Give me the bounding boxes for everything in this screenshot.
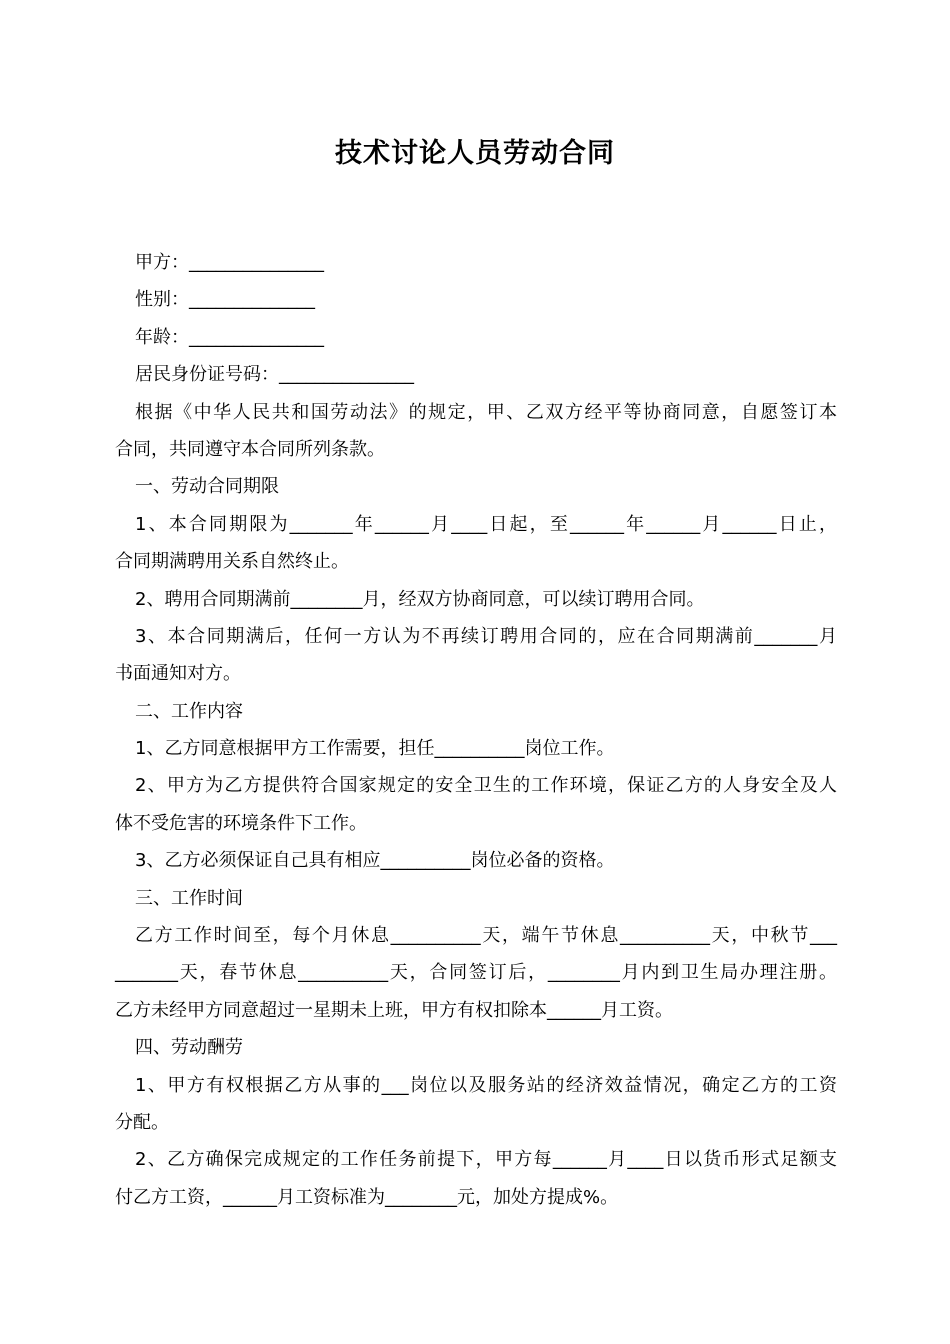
section-heading: 二、工作内容 (135, 700, 243, 722)
intro-paragraph-line: 合同，共同遵守本合同所列条款。 (115, 438, 385, 460)
section-heading: 一、劳动合同期限 (135, 476, 279, 498)
clause-line: 乙方工作时间至，每个月休息__________天，端午节休息__________天，中秋节___ (135, 925, 837, 947)
clause-line: _______天，春节休息__________天，合同签订后，________月内到卫生局办理注册。 (115, 962, 837, 984)
intro-paragraph-line: 根据《中华人民共和国劳动法》的规定，甲、乙双方经平等协商同意，自愿签订本 (135, 401, 837, 423)
document-title: 技术讨论人员劳动合同 (335, 138, 615, 169)
clause-line: 2、乙方确保完成规定的工作任务前提下，甲方每______月____日以货币形式足额支 (135, 1149, 837, 1171)
clause-line: 1、本合同期限为_______年______月____日起，至______年______月______日止， (135, 513, 837, 535)
clause-line: 付乙方工资，______月工资标准为________元，加处方提成%。 (115, 1186, 619, 1208)
clause-line: 2、聘用合同期满前________月，经双方协商同意，可以续订聘用合同。 (135, 588, 705, 610)
clause-line: 3、乙方必须保证自己具有相应__________岗位必备的资格。 (135, 850, 615, 872)
clause-line: 合同期满聘用关系自然终止。 (115, 551, 349, 573)
document-body (115, 244, 837, 1216)
clause-line: 体不受危害的环境条件下工作。 (115, 812, 367, 834)
clause-line: 书面通知对方。 (115, 663, 241, 685)
clause-line: 2、甲方为乙方提供符合国家规定的安全卫生的工作环境，保证乙方的人身安全及人 (135, 775, 837, 797)
section-heading: 三、工作时间 (135, 887, 243, 909)
clause-line: 1、乙方同意根据甲方工作需要，担任__________岗位工作。 (135, 738, 615, 760)
clause-line: 乙方未经甲方同意超过一星期未上班，甲方有权扣除本______月工资。 (115, 999, 673, 1021)
party-a-field: 甲方：_______________ (135, 252, 324, 273)
gender-field: 性别：______________ (135, 289, 315, 311)
clause-line: 3、本合同期满后，任何一方认为不再续订聘用合同的，应在合同期满前_______月 (135, 625, 837, 647)
section-heading: 四、劳动酬劳 (135, 1037, 243, 1059)
clause-line: 分配。 (115, 1111, 169, 1133)
id-number-field: 居民身份证号码：_______________ (135, 364, 414, 386)
clause-line: 1、甲方有权根据乙方从事的___岗位以及服务站的经济效益情况，确定乙方的工资 (135, 1074, 837, 1096)
age-field: 年龄：_______________ (135, 326, 324, 348)
